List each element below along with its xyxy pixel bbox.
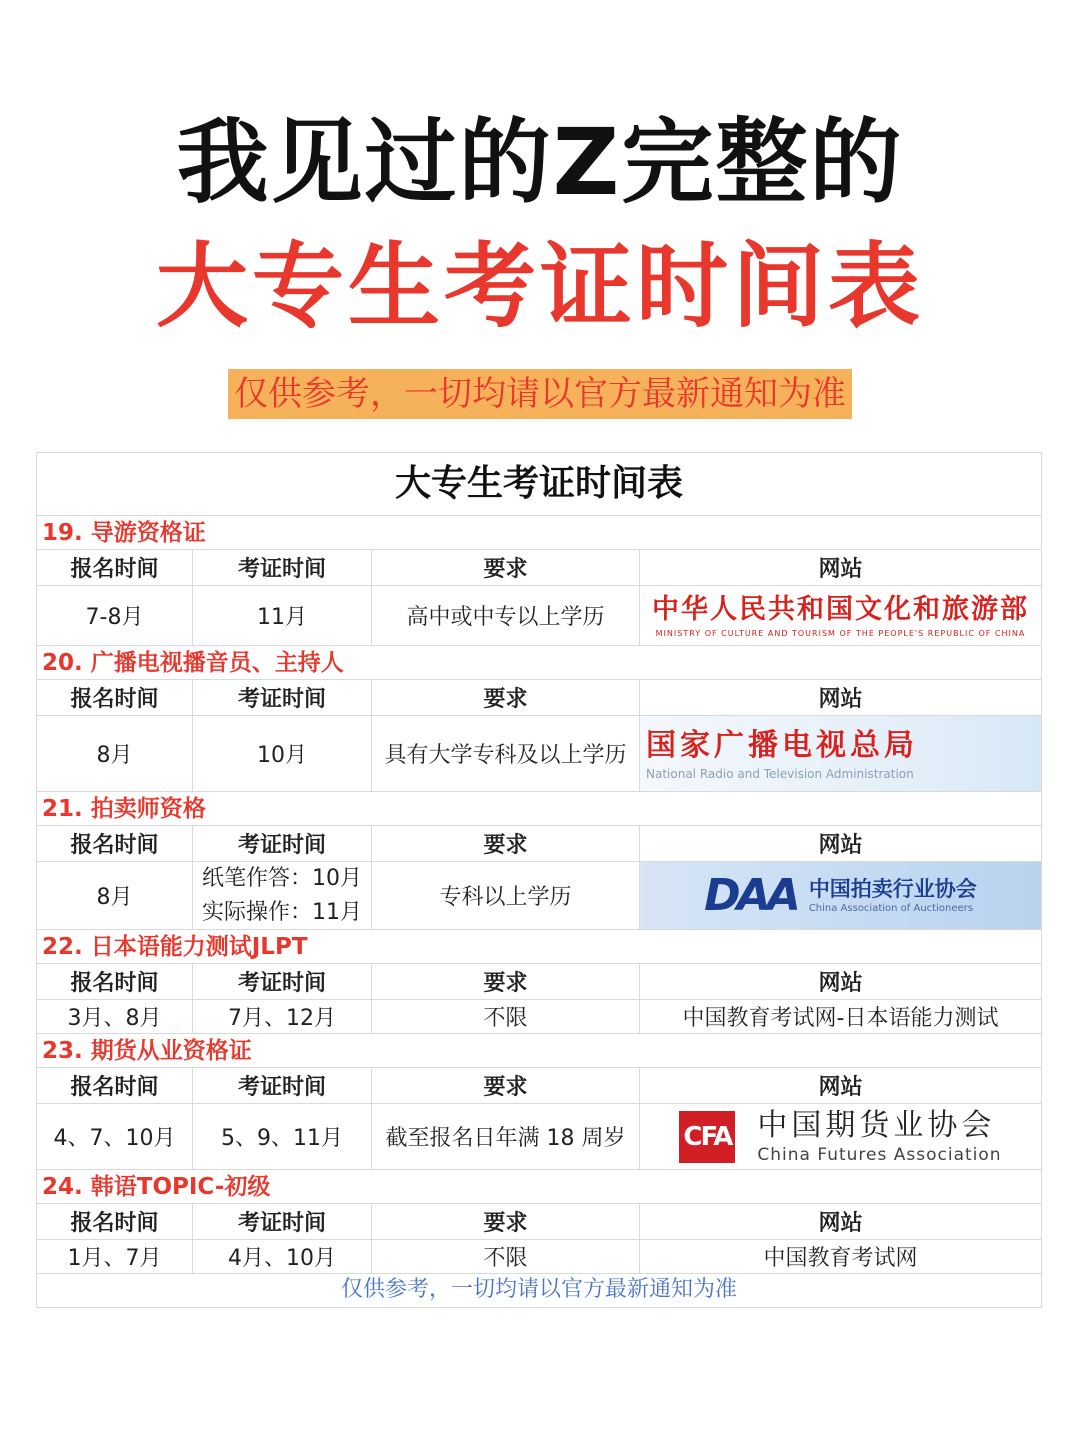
section-title: 22. 日本语能力测试JLPT xyxy=(37,930,1041,964)
requirement-cell: 高中或中专以上学历 xyxy=(372,586,640,645)
radio-tv-logo[interactable] xyxy=(640,716,1041,791)
header-exam: 考证时间 xyxy=(193,550,372,585)
logo-text: 中国拍卖行业协会 xyxy=(808,877,977,901)
logo-subtext: National Radio and Television Administration xyxy=(646,766,914,781)
logo-text-group xyxy=(809,876,977,915)
signup-cell: 8月 xyxy=(37,862,193,929)
header-signup: 报名时间 xyxy=(37,1204,193,1239)
logo-subtext: China Futures Association xyxy=(757,1144,1002,1165)
website-cell[interactable]: 中国教育考试网-日本语能力测试 xyxy=(682,1006,999,1031)
table-row xyxy=(37,586,1041,646)
logo-text-group xyxy=(757,1108,1001,1166)
header-row xyxy=(37,680,1041,716)
table-footer-note: 仅供参考，一切均请以官方最新通知为准 xyxy=(340,1277,737,1302)
header-requirement: 要求 xyxy=(372,1068,640,1103)
requirement-cell: 具有大学专科及以上学历 xyxy=(372,716,640,791)
header-row xyxy=(37,826,1041,862)
section-title: 20. 广播电视播音员、主持人 xyxy=(37,646,1041,680)
exam-cell: 10月 xyxy=(193,716,372,791)
exam-line-written: 纸笔作答：10月 xyxy=(202,865,362,891)
table-row xyxy=(37,1000,1041,1034)
exam-cell: 5、9、11月 xyxy=(193,1104,372,1169)
header-signup: 报名时间 xyxy=(37,680,193,715)
main-subtitle: 大专生考证时间表 xyxy=(155,233,924,340)
exam-line-practical: 实际操作：11月 xyxy=(202,899,362,925)
table-row xyxy=(37,716,1041,792)
signup-cell: 1月、7月 xyxy=(37,1240,193,1273)
exam-cell: 4月、10月 xyxy=(193,1240,372,1273)
exam-cell: 7月、12月 xyxy=(193,1000,372,1033)
header-requirement: 要求 xyxy=(372,826,640,861)
header-signup: 报名时间 xyxy=(37,826,193,861)
header-website: 网站 xyxy=(818,1075,863,1100)
auctioneers-logo[interactable] xyxy=(640,862,1041,929)
section-title: 23. 期货从业资格证 xyxy=(37,1034,1041,1068)
logo-group xyxy=(679,1108,1001,1166)
header-website: 网站 xyxy=(818,1211,863,1236)
requirement-cell: 截至报名日年满 18 周岁 xyxy=(372,1104,640,1169)
header-row xyxy=(37,1204,1041,1240)
exam-schedule-table xyxy=(36,452,1042,1308)
requirement-cell: 专科以上学历 xyxy=(372,862,640,929)
futures-mark-icon: CFA xyxy=(679,1111,735,1163)
signup-cell: 7-8月 xyxy=(37,586,193,645)
table-row xyxy=(37,1104,1041,1170)
signup-cell: 4、7、10月 xyxy=(37,1104,193,1169)
header-exam: 考证时间 xyxy=(193,680,372,715)
header-website: 网站 xyxy=(818,971,863,996)
header-website: 网站 xyxy=(818,833,863,858)
header-row xyxy=(37,1068,1041,1104)
signup-cell: 3月、8月 xyxy=(37,1000,193,1033)
header-exam: 考证时间 xyxy=(193,964,372,999)
culture-tourism-logo[interactable] xyxy=(640,586,1041,645)
logo-group xyxy=(704,869,977,921)
futures-association-logo[interactable] xyxy=(640,1104,1041,1169)
logo-subtext: China Association of Auctioneers xyxy=(808,903,973,914)
section-title: 21. 拍卖师资格 xyxy=(37,792,1041,826)
header-exam: 考证时间 xyxy=(193,826,372,861)
table-title: 大专生考证时间表 xyxy=(37,453,1041,516)
section-title: 24. 韩语TOPIC-初级 xyxy=(37,1170,1041,1204)
table-row xyxy=(37,862,1041,930)
header-signup: 报名时间 xyxy=(37,550,193,585)
exam-cell xyxy=(193,862,372,929)
main-title: 我见过的Z完整的 xyxy=(176,109,904,216)
header-signup: 报名时间 xyxy=(37,964,193,999)
header-exam: 考证时间 xyxy=(193,1204,372,1239)
signup-cell: 8月 xyxy=(37,716,193,791)
auction-mark-icon: DAA xyxy=(704,869,797,921)
header-website: 网站 xyxy=(818,687,863,712)
logo-text: 中华人民共和国文化和旅游部 xyxy=(652,593,1029,625)
header-row xyxy=(37,550,1041,586)
header-exam: 考证时间 xyxy=(193,1068,372,1103)
exam-cell: 11月 xyxy=(193,586,372,645)
header-requirement: 要求 xyxy=(372,964,640,999)
logo-text: 国家广播电视总局 xyxy=(646,727,918,763)
disclaimer-banner: 仅供参考，一切均请以官方最新通知为准 xyxy=(228,369,852,419)
header-requirement: 要求 xyxy=(372,1204,640,1239)
header-requirement: 要求 xyxy=(372,550,640,585)
requirement-cell: 不限 xyxy=(372,1240,640,1273)
logo-text: 中国期货业协会 xyxy=(757,1107,996,1143)
section-title: 19. 导游资格证 xyxy=(37,516,1041,550)
requirement-cell: 不限 xyxy=(372,1000,640,1033)
logo-subtext: MINISTRY OF CULTURE AND TOURISM OF THE PEOPLE'S REPUBLIC OF CHINA xyxy=(655,628,1026,638)
table-row xyxy=(37,1240,1041,1274)
website-cell[interactable]: 中国教育考试网 xyxy=(763,1246,918,1271)
header-signup: 报名时间 xyxy=(37,1068,193,1103)
header-row xyxy=(37,964,1041,1000)
header-requirement: 要求 xyxy=(372,680,640,715)
header-website: 网站 xyxy=(818,557,863,582)
